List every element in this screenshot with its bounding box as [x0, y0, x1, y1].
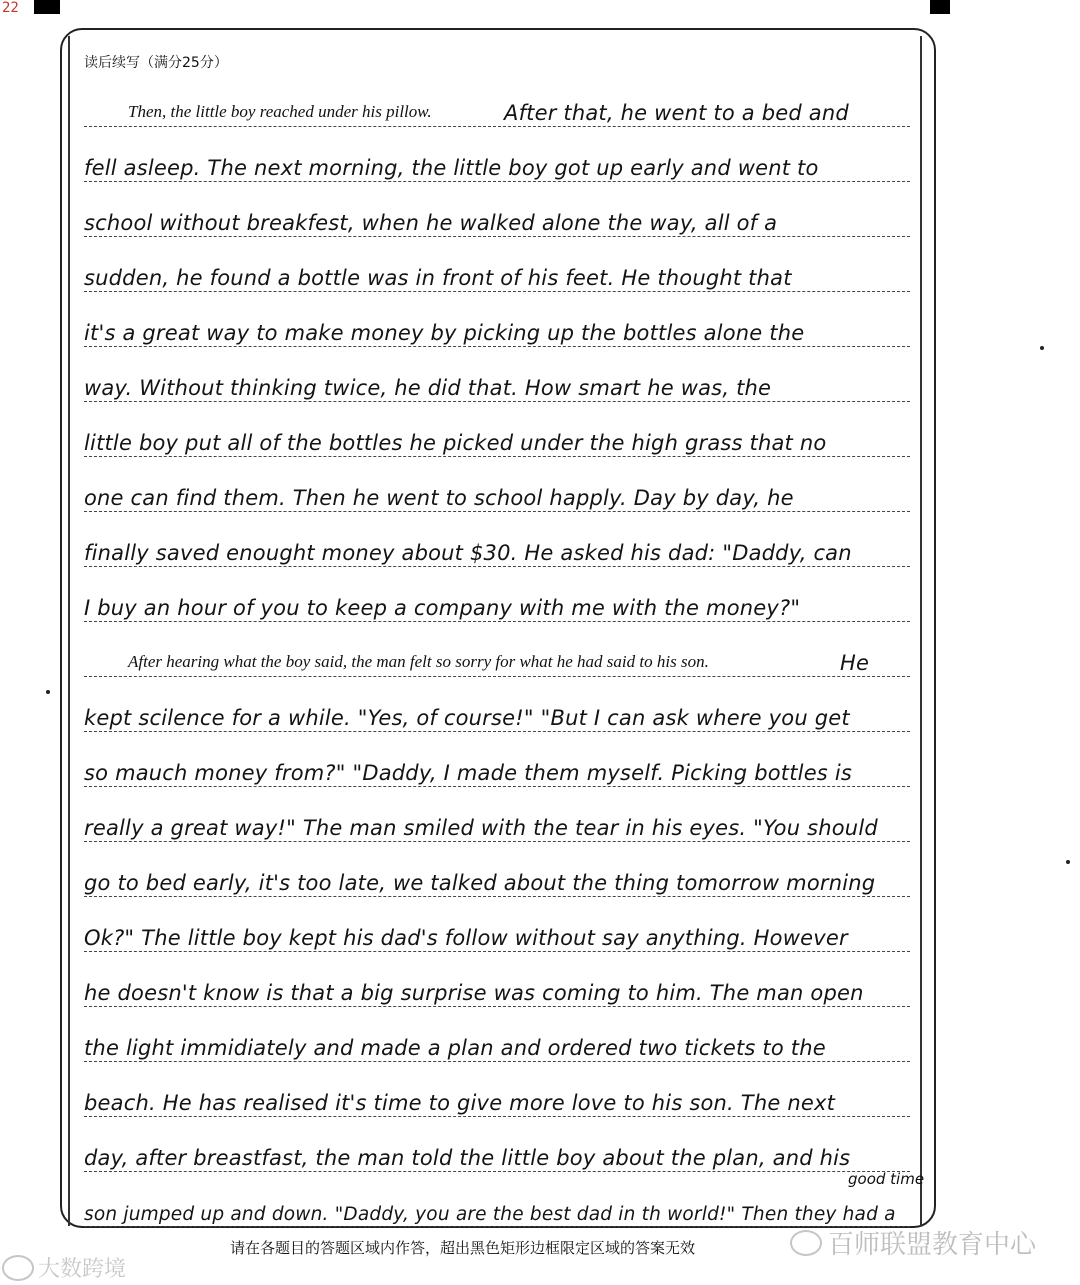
answer-line — [84, 200, 910, 237]
handwritten-line: go to bed early, it's too late, we talked about the thing tomorrow morning — [84, 871, 876, 895]
answer-line — [84, 970, 910, 1007]
handwritten-line: it's a great way to make money by picking up the bottles alone the — [84, 321, 805, 345]
frame-inner-left-border — [68, 36, 70, 1226]
answer-line — [84, 585, 910, 622]
watermark-right-text: 百师联盟教育中心 — [828, 1230, 1037, 1260]
answer-line — [84, 805, 910, 842]
handwritten-line: finally saved enought money about $30. He asked his dad: "Daddy, can — [84, 541, 852, 565]
handwritten-line: the light immidiately and made a plan and ordered two tickets to the — [84, 1036, 826, 1060]
watermark-right — [790, 1224, 1036, 1261]
answer-line — [84, 860, 910, 897]
frame-inner-right-border — [920, 36, 922, 1226]
page-number: 22 — [2, 0, 19, 16]
registration-mark-right — [930, 0, 950, 14]
answer-line — [84, 255, 910, 292]
registration-mark-left — [34, 0, 60, 14]
handwritten-line: way. Without thinking twice, he did that. How smart he was, the — [84, 376, 772, 400]
answer-line — [84, 365, 910, 402]
wechat-icon — [790, 1230, 822, 1256]
handwritten-line: little boy put all of the bottles he picked under the high grass that no — [84, 431, 827, 455]
handwritten-line: beach. He has realised it's time to give more love to his son. The next — [84, 1091, 836, 1115]
answer-line — [84, 1080, 910, 1117]
handwritten-line: Ok?" The little boy kept his dad's follow without say anything. However — [84, 926, 848, 950]
paragraph1-prompt: Then, the little boy reached under his pillow. — [128, 102, 432, 121]
answer-line — [84, 915, 910, 952]
answer-line — [84, 695, 910, 732]
handwritten-line: kept scilence for a while. "Yes, of course!" "But I can ask where you get — [84, 706, 850, 730]
answer-line — [84, 1135, 910, 1172]
scan-speck — [1066, 860, 1070, 864]
answer-line — [84, 750, 910, 787]
scan-speck — [1040, 346, 1044, 350]
answer-line — [84, 420, 910, 457]
footer-instruction: 请在各题目的答题区域内作答，超出黑色矩形边框限定区域的答案无效 — [230, 1239, 696, 1257]
handwritten-line: After that, he went to a bed and — [504, 101, 849, 125]
paragraph2-prompt: After hearing what the boy said, the man felt so sorry for what he had said to his son. — [128, 652, 709, 671]
handwritten-line: He — [840, 651, 870, 675]
answer-line — [84, 310, 910, 347]
watermark-left-text: 大数跨境 — [38, 1257, 127, 1282]
answer-line — [84, 90, 910, 127]
logo-icon — [2, 1255, 34, 1281]
margin-annotation: good time — [848, 1170, 925, 1188]
handwritten-line: he doesn't know is that a big surprise was coming to him. The man open — [84, 981, 864, 1005]
answer-line — [84, 475, 910, 512]
handwritten-line: sudden, he found a bottle was in front of his feet. He thought that — [84, 266, 792, 290]
handwritten-line: school without breakfest, when he walked alone the way, all of a — [84, 211, 778, 235]
answer-line — [84, 1025, 910, 1062]
answer-line — [84, 640, 910, 677]
answer-line — [84, 1190, 910, 1227]
watermark-left — [2, 1252, 126, 1283]
handwritten-line: son jumped up and down. "Daddy, you are the best dad in th world!" Then they had a — [84, 1204, 896, 1225]
answer-line — [84, 145, 910, 182]
handwritten-line: so mauch money from?" "Daddy, I made them myself. Picking bottles is — [84, 761, 853, 785]
handwritten-line: one can find them. Then he went to school happly. Day by day, he — [84, 486, 794, 510]
handwritten-line: day, after breastfast, the man told the little boy about the plan, and his — [84, 1146, 851, 1170]
handwritten-line: fell asleep. The next morning, the little boy got up early and went to — [84, 156, 819, 180]
scan-speck — [46, 690, 50, 694]
handwritten-line: I buy an hour of you to keep a company with me with the money?" — [84, 596, 801, 620]
handwritten-line: really a great way!" The man smiled with the tear in his eyes. "You should — [84, 816, 878, 840]
answer-line — [84, 530, 910, 567]
section-title: 读后续写（满分25分） — [84, 55, 228, 71]
